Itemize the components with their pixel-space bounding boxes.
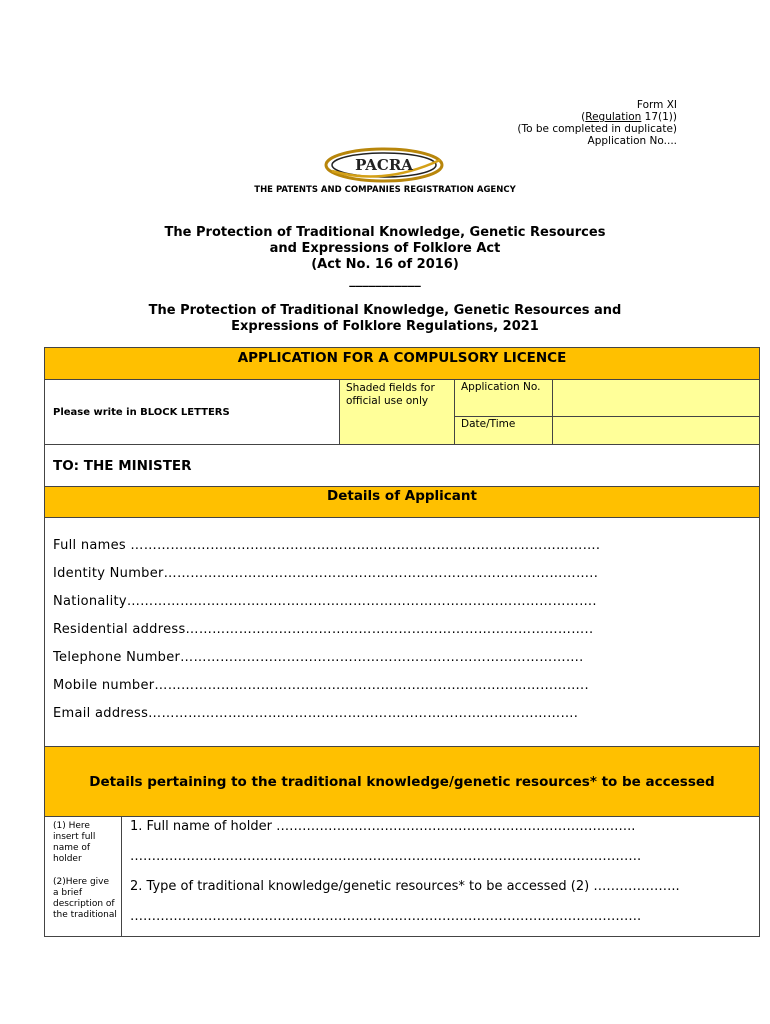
reg-close: 17(1)) — [641, 111, 677, 123]
tk-section — [45, 817, 759, 936]
duplicate-note: (To be completed in duplicate) — [517, 123, 677, 135]
application-no-field[interactable] — [553, 380, 759, 417]
telephone-number-field[interactable]: Telephone Number………………………………………………………………………………. — [53, 650, 584, 665]
reg-open: ( — [581, 111, 586, 123]
holder-name-field[interactable]: 1. Full name of holder ……………………………………………………………………….. — [130, 819, 636, 834]
date-time-field[interactable] — [553, 417, 759, 444]
tk-fields — [122, 817, 759, 936]
note-1: (1) Here insert full name of holder — [53, 821, 96, 864]
regulations-title — [0, 303, 770, 335]
identity-number-field[interactable]: Identity Number…………………………………………………………………………………….. — [53, 566, 599, 581]
form-header — [517, 99, 677, 147]
act-line-2: and Expressions of Folklore Act — [269, 241, 501, 256]
application-no-label: Application No. — [455, 380, 553, 417]
residential-address-field[interactable]: Residential address……………………………………………………………………………….. — [53, 622, 594, 637]
official-use-row — [45, 380, 759, 445]
application-number-note: Application No.... — [587, 135, 677, 147]
full-names-field[interactable]: Full names ……………………………………………………………………………………………. — [53, 538, 601, 553]
form-title: APPLICATION FOR A COMPULSORY LICENCE — [45, 348, 759, 380]
tk-heading: Details pertaining to the traditional knowledge/genetic resources* to be accessed — [45, 747, 759, 817]
date-time-label: Date/Time — [455, 417, 553, 444]
holder-name-continuation[interactable]: ………………………………………………………………………………………………………. — [130, 849, 642, 864]
application-form — [44, 347, 760, 937]
pacra-logo — [322, 146, 446, 184]
regulations-line-2: Expressions of Folklore Regulations, 2021 — [231, 319, 539, 334]
act-line-1: The Protection of Traditional Knowledge, Genetic Resources — [164, 225, 606, 240]
note-2: (2)Here give a brief description of the traditional — [53, 877, 117, 920]
act-separator: ___________ — [349, 273, 421, 288]
addressee: TO: THE MINISTER — [45, 445, 759, 487]
tk-notes — [45, 817, 122, 936]
tk-type-continuation[interactable]: ………………………………………………………………………………………………………. — [130, 909, 642, 924]
applicant-details — [45, 518, 759, 747]
svg-text:PACRA: PACRA — [355, 156, 413, 174]
regulations-line-1: The Protection of Traditional Knowledge, Genetic Resources and — [148, 303, 622, 318]
shaded-fields-note: Shaded fields for official use only — [340, 380, 455, 444]
tk-type-field[interactable]: 2. Type of traditional knowledge/genetic resources* to be accessed (2) ……………….. — [130, 879, 680, 894]
act-line-3: (Act No. 16 of 2016) — [311, 257, 459, 272]
mobile-number-field[interactable]: Mobile number…………………………………………………………………………………….. — [53, 678, 589, 693]
email-address-field[interactable]: Email address……………………………………………………………………………………. — [53, 706, 579, 721]
form-number: Form XI — [636, 99, 677, 111]
nationality-field[interactable]: Nationality……………………………………………………………………………………………. — [53, 594, 597, 609]
block-letters-instruction: Please write in BLOCK LETTERS — [45, 380, 340, 444]
regulation-word: Regulation — [585, 111, 642, 123]
official-use-grid — [455, 380, 759, 444]
act-title — [0, 225, 770, 289]
regulation-reference — [517, 111, 677, 123]
applicant-heading: Details of Applicant — [45, 487, 759, 518]
agency-name: THE PATENTS AND COMPANIES REGISTRATION AGENCY — [254, 185, 516, 195]
